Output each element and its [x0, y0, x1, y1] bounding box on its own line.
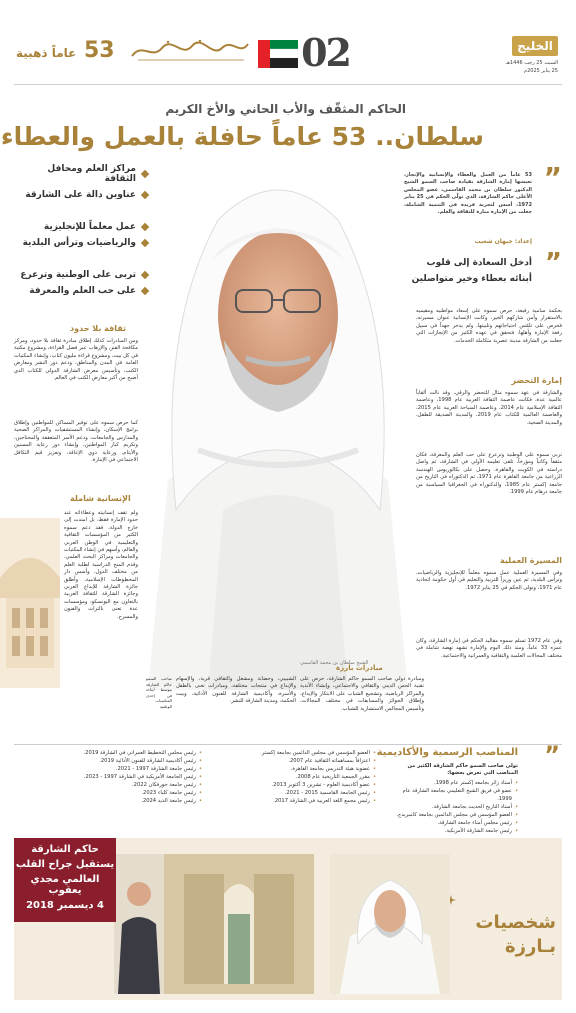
article-headline: سلطان.. 53 عاماً حافلة بالعمل والعطاء — [0, 122, 484, 151]
position-item: • رئيس جامعة الشارقة 1997 - 2021. — [22, 765, 202, 773]
position-item: • رئيس مجلس أمناء جامعة الشارقة. — [388, 819, 518, 827]
byline: إعداد: جيهان شعيب — [474, 238, 532, 245]
body-mid-1: الشبيبي، وحضانة ومشغل والثقافي قرية، والإسهام والإبداع في منتجات مختلفة، ومبادرات تعنى بالطفل والأسرة، وأكاديمية الشارقة للفنون الأدائية، وبيت الحكمة، ومدينة الشارقة للنشر. — [176, 676, 296, 705]
portrait-photo — [128, 150, 428, 690]
header-bar — [0, 0, 576, 88]
body-right-1: بحكمة سامية رفيعة، حرص سموه على إسعاد مواطنيه ومقيميه بالاستقرار وأمن شاركهم الخير، وكانت الإنسانية عنوان مسيرته، فحرص على تلمّس احتياجاتهم وتلبيتها، ولم يدخر جهداً في سبيل رفعة الإمارة وأهلها، فتحقق في عهده الكثير من الإنجازات التي جعلت من الشارقة مدينة عصرية متكاملة الخدمات. — [416, 308, 562, 344]
body-left-1: ومن المبادرات كذلك إطلاق مبادرة ثقافة بلا حدود، ومركز مكافحة الفتن والإرهاب عبر فصل القراءة، ومشروع مكتبة في كل بيت، ومشروع قراءة مليون كتاب، وإنشاء المكتبات العامة في المدن والمناطق، ودعم دور النشر ومعارض الكتب، وتأسيس معرض الشارقة الدولي للكتاب الذي أصبح من أكبر معارض الكتب في العالم. — [14, 338, 138, 382]
date-gregorian: 25 يناير 2025م — [524, 68, 558, 74]
body-left-3: ولم تقف إنسانيته وعطاءاته عند حدود الإمارة فقط، بل امتدت إلى خارج الدولة، فقد دعم سموه الكثير من المؤسسات الثقافية والتعليمية في الوطن العربي والعالم، وأسهم في إنشاء المكتبات والجامعات ومراكز البحث العلمي، وقدم المنح الدراسية لطلبة العلم من مختلف الدول، وأسس دار المخطوطات الإسلامية، وأطلق جائزة الشارقة للإبداع العربي وجائزة الشارقة للثقافة العربية بالتعاون مع اليونسكو، ومؤسسات عدة تعنى بالتراث والفنون والمسرح. — [64, 510, 138, 620]
body-left-2: كما حرص سموه على توفير المساكن للمواطنين وإطلاق برامج الإسكان، وإنشاء المستشفيات والمراكز الصحية والمدارس والجامعات، ودعم الأسر المتعففة والمحتاجين، وتكريم كبار المواطنين، وإنشاء دور رعاية المسنين والأيتام، ورعاية ذوي الإعاقة، وتعزيز قيم التكافل الاجتماعي في الإمارة. — [14, 420, 138, 464]
left-highlight-text: على حب العلم والمعرفة — [29, 286, 136, 296]
body-right-3: تربى سموه على الوطنية وترعرع على حب العلم والمعرفة، فكان مثقفاً وكاتباً ومؤرخاً، تلقى تعليمه الأولي في الشارقة، ثم واصل دراسته في الكويت والقاهرة، وحصل على بكالوريوس الهندسة الزراعية من جامعة القاهرة عام 1971، ثم الدكتوراه في التاريخ من جامعة إكستر عام 1985، والدكتوراه في الجغرافيا السياسية من جامعة درهام عام 1999. — [416, 452, 563, 496]
footer-photo-doorway — [164, 854, 314, 994]
position-item: • رئيس الجامعة القاسمية 2015 - 2021. — [216, 789, 376, 797]
body-right-5: وفي عام 1972 تسلم سموه مقاليد الحكم في إمارة الشارقة، وكان عمره 33 عاماً، ومنذ ذلك اليوم والإمارة تشهد نهضة شاملة في مختلف المجالات العلمية والثقافية والعمرانية والاجتماعية. — [416, 638, 562, 659]
footer-box-line: 4 ديسمبر 2018 — [26, 900, 104, 911]
footer-highlight-box — [14, 838, 116, 922]
footer-section-title-2: بـارزة — [504, 936, 556, 957]
right-highlight-2: أبنائه بعطاء وخير متواصلين — [411, 274, 532, 284]
left-highlight-text: والرياضيات وترأس البلدية — [22, 238, 136, 248]
footer-box-line: حاكم الشارقة — [31, 844, 99, 855]
body-right-4: وفي المسيرة العملية عمل سموه معلماً للإنجليزية والرياضيات، وترأس البلدية، ثم عين وزيراً للتربية والتعليم في أول حكومة اتحادية عام 1971، وتولى الحكم في 25 يناير 1972. — [416, 570, 562, 591]
article-intro: 53 عاماً من العمل والعطاء والإنسانية والإنجاز، تعيشها إمارة الشارقة بقيادة صاحب السمو الشيخ الدكتور سلطان بن محمد القاسمي، عضو المجلس الأعلى حاكم الشارقة، الذي تولّى الحكم في 25 يناير 1972، أسس لتجربة فريدة في التنمية الشاملة، جعلت من الإمارة منارة للثقافة والعلم. — [404, 172, 532, 216]
position-item: • العضو المؤسس في مجلس الدائمين بجامعة كامبريدج. — [388, 811, 518, 819]
body-right-2: والشارقة في عهد سموه مثال للتحضر والرقي، وقد نالت ألقاباً عالمية عدة، فكانت عاصمة الثقافة العربية عام 1998، وعاصمة الثقافة الإسلامية عام 2014، وعاصمة السياحة العربية عام 2015، والعاصمة العالمية للكتاب عام 2019، والمدينة الصديقة للطفل، والمدينة الصحية. — [416, 390, 562, 426]
positions-col-right — [388, 779, 518, 835]
footer-photo-meeting — [114, 854, 164, 994]
position-item: • رئيس مجلس التخطيط العمراني في الشارقة 2019. — [22, 749, 202, 757]
brand-name: الخليج — [517, 39, 553, 53]
position-item: • عضو أكاديمية العلوم - تشرين 3 أكتوبر 2013. — [216, 781, 376, 789]
position-item: • أستاذ زائر بجامعة إكستر عام 1998. — [388, 779, 518, 787]
article-kicker: الحاكم المثقّف والأب الحاني والأخ الكريم — [165, 102, 406, 116]
section-title-insaniya: الإنسانية شاملة — [70, 494, 131, 503]
anniversary-label: عاماً ذهبية — [16, 46, 77, 60]
bottom-strip — [14, 838, 562, 1000]
position-item: • العضو المؤسس في مجلس الدائمين بجامعة إكستر. — [216, 749, 376, 757]
position-item: • اعترافاً بمساهماته الثقافية عام 2007. — [216, 757, 376, 765]
quote-mark-icon: ” — [543, 161, 562, 194]
position-item: • أستاذ التاريخ الحديث بجامعة الشارقة. — [388, 803, 518, 811]
quote-mark-icon-2: ” — [544, 248, 562, 278]
position-item: • رئيس الجامعة الأمريكية في الشارقة 1997 - 2023. — [22, 773, 202, 781]
positions-quote-icon: ” — [544, 741, 560, 769]
building-photo — [0, 518, 60, 688]
position-item: • عضو في فريق الشيخ التعليمي بجامعة الشارقة عام 1999. — [388, 787, 518, 803]
positions-box — [14, 741, 562, 834]
right-highlight-1: أدخل السعادة إلى قلوب — [426, 258, 532, 268]
position-item: • رئيس جامعة كلباء 2023. — [22, 789, 202, 797]
date-hijri: السبت 25 رجب 1446هـ — [505, 60, 558, 66]
photo-caption: الشيخ سلطان بن محمد القاسمي — [300, 660, 369, 666]
left-highlight-text: تربى على الوطنية وترعرع — [20, 270, 136, 280]
body-mid-2: ومبادرة دولي صاحب السمو حاكم الشارقة، حرص على تقنية الحس الديني والثقافي والاجتماعي، وإنشاء الأندية والمراكز الرياضية، وتشجيع الشباب على الابتكار والإبداع، وإطلاق الجوائز والمسابقات في مختلف المجالات، وتأسيس المجالس الاستشارية للشباب. — [300, 676, 424, 712]
position-item: • رئيس مجمع اللغة العربية في الشارقة 2017. — [216, 797, 376, 805]
footer-photo-ruler — [330, 854, 450, 994]
uae-flag-icon — [258, 40, 298, 68]
position-item: • مقرر الجمعية التاريخية عام 2008. — [216, 773, 376, 781]
left-highlight-text: مراكز العلم ومحافل الثقافة — [47, 164, 136, 184]
calligraphy-signature — [128, 36, 252, 64]
header-rule — [14, 84, 562, 85]
page-number: 02 — [301, 30, 350, 75]
footer-box-line: يستقبل جراح القلب — [15, 859, 115, 870]
positions-col-left — [22, 749, 202, 805]
section-title-mubadarat: مبادرات بارزة — [336, 664, 383, 672]
position-item: • رئيس أكاديمية الشارقة للفنون الأدائية 2019. — [22, 757, 202, 765]
position-item: • رئيس جامعة الذيد 2024. — [22, 797, 202, 805]
position-item: • رئيس جامعة خورفكان 2022. — [22, 781, 202, 789]
positions-intro: تولى صاحب السمو حاكم الشارقة الكثير من المناصب التي نعرض بعضها: — [407, 763, 518, 776]
position-item: • عضوية هيئة التدريس بجامعة القاهرة. — [216, 765, 376, 773]
positions-col-mid — [216, 749, 376, 805]
position-item: • رئيس جامعة الشارقة الأمريكية. — [388, 827, 518, 835]
section-title-maseera: المسيرة العملية — [499, 556, 562, 565]
section-title-tahaddor: إمارة التحضر — [511, 376, 562, 385]
left-highlight-text: عمل معلماً للإنجليزية — [43, 222, 136, 232]
caption-left: صاحب السمو حاكم الشارقة يتوسط أبناءه في إحدى المناسبات الوطنية — [146, 676, 172, 709]
newspaper-logo — [512, 36, 558, 56]
positions-title: المناصب الرسمية والأكاديمية — [376, 747, 518, 758]
anniversary-number: 53 — [84, 38, 115, 63]
footer-box-line: العالمي مجدي يعقوب — [30, 874, 100, 896]
footer-section-title-1: شخصيات — [475, 912, 556, 933]
section-title-thaqafa: ثقافة بلا حدود — [70, 324, 126, 333]
left-highlight-text: عناوين دالة على الشارقة — [25, 190, 136, 200]
